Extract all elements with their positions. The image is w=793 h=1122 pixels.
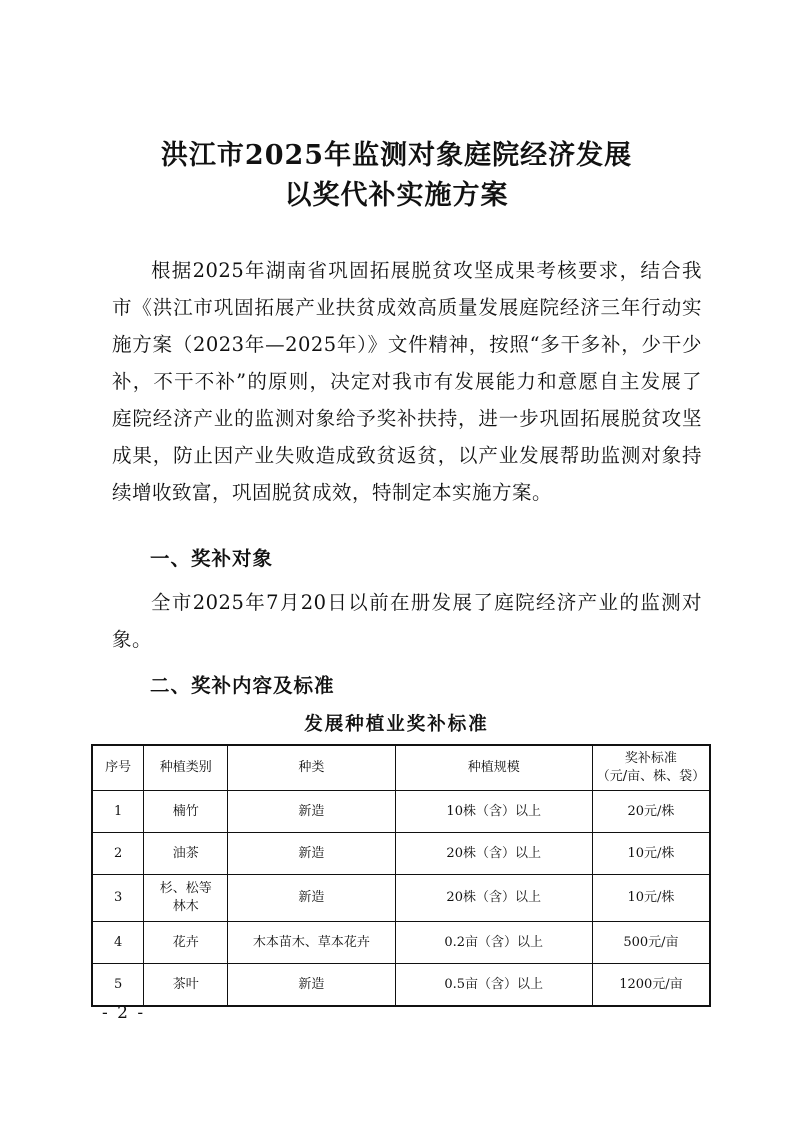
cell-type: 新造	[228, 875, 395, 922]
cell-category: 花卉	[144, 922, 228, 964]
header-standard-line-2: （元/亩、株、袋）	[596, 769, 706, 784]
table-row	[92, 833, 710, 875]
table-row	[92, 922, 710, 964]
section-heading-standards: 二、奖补内容及标准	[150, 674, 335, 697]
cell-standard: 10元/株	[592, 833, 710, 875]
cell-scale: 0.5亩（含）以上	[395, 964, 592, 1007]
cell-type: 新造	[228, 964, 395, 1007]
table-row	[92, 964, 710, 1007]
table-row	[92, 791, 710, 833]
subsidy-standard-table	[91, 744, 711, 1007]
cell-standard: 1200元/亩	[592, 964, 710, 1007]
cell-category: 茶叶	[144, 964, 228, 1007]
cell-scale: 20株（含）以上	[395, 875, 592, 922]
cell-type: 新造	[228, 791, 395, 833]
cell-type: 新造	[228, 833, 395, 875]
table-row	[92, 875, 710, 922]
cell-no: 2	[92, 833, 144, 875]
cell-type: 木本苗木、草本花卉	[228, 922, 395, 964]
table-title: 发展种植业奖补标准	[304, 714, 489, 735]
cell-category: 杉、松等林木	[144, 875, 228, 922]
header-scale: 种植规模	[395, 745, 592, 791]
cell-category: 楠竹	[144, 791, 228, 833]
cell-scale: 10株（含）以上	[395, 791, 592, 833]
cell-standard: 500元/亩	[592, 922, 710, 964]
cell-no: 5	[92, 964, 144, 1007]
section-heading-targets: 一、奖补对象	[150, 547, 274, 570]
header-no: 序号	[92, 745, 144, 791]
document-title-line-1: 洪江市2025年监测对象庭院经济发展	[160, 140, 633, 171]
cell-no: 3	[92, 875, 144, 922]
cell-standard: 20元/株	[592, 791, 710, 833]
header-standard-line-1: 奖补标准	[624, 751, 677, 766]
page-number: - 2 -	[102, 1003, 146, 1023]
targets-paragraph: 全市2025年7月20日以前在册发展了庭院经济产业的监测对象。	[112, 591, 702, 651]
intro-paragraph: 根据2025年湖南省巩固拓展脱贫攻坚成果考核要求，结合我市《洪江市巩固拓展产业扶贫成效高质量发展庭院经济三年行动实施方案（2023年—2025年）》文件精神，按照“多干多补，少干少补，不干不补”的原则，决定对我市有发展能力和意愿自主发展了庭院经济产业的监测对象给予奖补扶持，进一步巩固拓展脱贫攻坚成果，防止因产业失败造成致贫返贫，以产业发展帮助监测对象持续增收致富，巩固脱贫成效，特制定本实施方案。	[112, 259, 702, 504]
cell-no: 4	[92, 922, 144, 964]
header-standard	[592, 745, 710, 791]
table-header-row	[92, 745, 710, 791]
cell-category: 油茶	[144, 833, 228, 875]
cell-no: 1	[92, 791, 144, 833]
header-type: 种类	[228, 745, 395, 791]
document-title-line-2: 以奖代补实施方案	[284, 180, 509, 211]
cell-scale: 20株（含）以上	[395, 833, 592, 875]
header-category: 种植类别	[144, 745, 228, 791]
cell-scale: 0.2亩（含）以上	[395, 922, 592, 964]
cell-standard: 10元/株	[592, 875, 710, 922]
